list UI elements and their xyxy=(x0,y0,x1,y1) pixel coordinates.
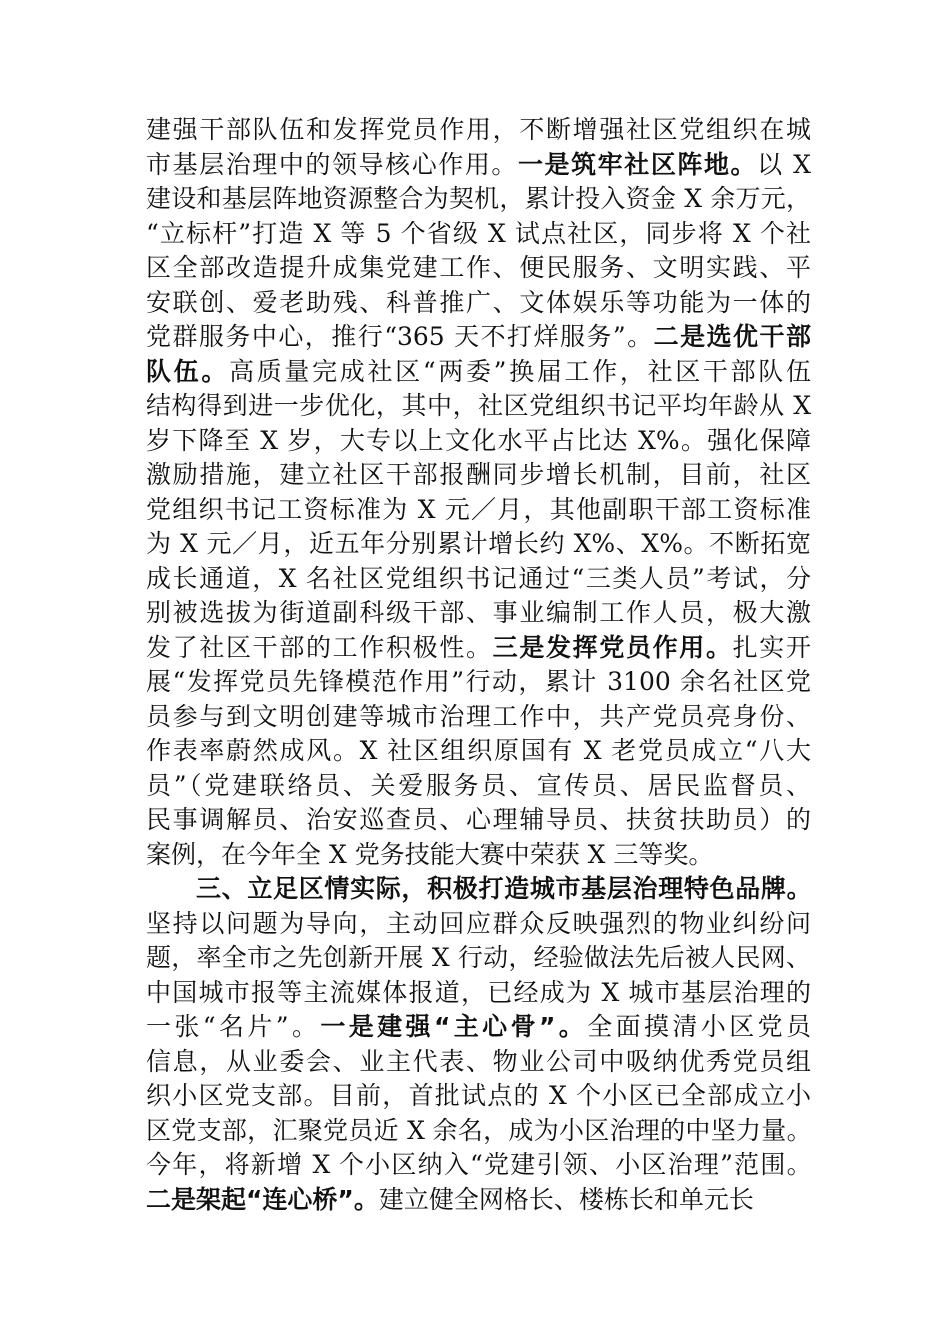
text-line xyxy=(146,493,811,528)
body-text-run: 信息，从业委会、业主代表、物业公司中吸纳优秀党员组 xyxy=(146,1046,811,1076)
body-text-run: “立标杆”打造 X 等 5 个省级 X 试点社区，同步将 X 个社 xyxy=(146,218,811,248)
body-text-run: 坚持以问题为导向，主动回应群众反映强烈的物业纠纷问 xyxy=(146,908,811,938)
text-line xyxy=(146,734,811,769)
text-line xyxy=(146,424,811,459)
bold-heading-text: 三、立足区情实际，积极打造城市基层治理特色品牌。 xyxy=(196,874,811,903)
body-text-run: 激励措施，建立社区干部报酬同步增长机制，目前，社区 xyxy=(146,460,811,489)
text-line xyxy=(146,182,811,217)
body-text-run: 全面摸清小区党员 xyxy=(587,1012,811,1041)
body-text-run: 案例，在今年全 X 党务技能大赛中荣获 X 三等奖。 xyxy=(146,839,714,869)
text-line xyxy=(146,1183,811,1218)
body-text-run: 成长通道，X 名社区党组织书记通过“三类人员”考试，分 xyxy=(146,563,811,593)
bold-heading-text: 二是选优干部 xyxy=(653,322,811,351)
text-line xyxy=(146,562,811,597)
text-line xyxy=(146,148,811,183)
body-text-run: 岁下降至 X 岁，大专以上文化水平占比达 X%。强化保障 xyxy=(146,425,811,455)
text-line xyxy=(146,1148,811,1183)
body-text-run: 安联创、爱老助残、科普推广、文体娱乐等功能为一体的 xyxy=(146,287,811,317)
body-text-run: 民事调解员、治安巡查员、心理辅导员、扶贫扶助员）的 xyxy=(146,805,811,834)
text-line xyxy=(146,527,811,562)
bold-heading-text: 三是发挥党员作用。 xyxy=(492,632,733,662)
text-line xyxy=(146,631,811,666)
text-line xyxy=(146,596,811,631)
text-line xyxy=(146,665,811,700)
text-line xyxy=(146,251,811,286)
bold-heading-text: 一是建强“主心骨”。 xyxy=(320,1012,588,1041)
body-text-run: 结构得到进一步优化，其中，社区党组织书记平均年龄从 X xyxy=(146,391,811,420)
body-text-run: 市基层治理中的领导核心作用。 xyxy=(146,149,518,179)
text-line xyxy=(146,976,811,1011)
body-text-run: 发了社区干部的工作积极性。 xyxy=(146,632,493,662)
body-text-run: 员”（党建联络员、关爱服务员、宣传员、居民监督员、 xyxy=(146,770,811,800)
body-text-run: 一张“名片”。 xyxy=(146,1012,321,1041)
body-text-run: 作表率蔚然成风。X 社区组织原国有 X 老党员成立“八大 xyxy=(146,736,811,765)
body-text-run: 高质量完成社区“两委”换届工作，社区干部队伍 xyxy=(229,356,811,386)
bold-heading-text: 二是架起“连心桥”。 xyxy=(146,1184,379,1214)
text-line xyxy=(146,1114,811,1149)
body-text-run: 展“发挥党员先锋模范作用”行动，累计 3100 余名社区党 xyxy=(146,667,811,696)
body-text-run: 建立健全网格长、楼栋长和单元长 xyxy=(378,1184,754,1214)
text-line xyxy=(146,803,811,838)
bold-heading-text: 一是筑牢社区阵地。 xyxy=(517,149,758,179)
text-line xyxy=(146,941,811,976)
text-line xyxy=(146,1045,811,1080)
body-text-run: 党组织书记工资标准为 X 元／月，其他副职干部工资标准 xyxy=(146,494,811,524)
body-text-run: 建设和基层阵地资源整合为契机，累计投入资金 X 余万元， xyxy=(146,184,811,213)
body-text-run: 为 X 元／月，近五年分别累计增长约 X%、X%。不断拓宽 xyxy=(146,529,811,558)
body-text-run: 区党支部，汇聚党员近 X 余名，成为小区治理的中坚力量。 xyxy=(146,1115,811,1145)
text-line xyxy=(146,286,811,321)
text-line xyxy=(146,389,811,424)
text-line xyxy=(146,907,811,942)
body-text-run: 题，率全市之先创新开展 X 行动，经验做法先后被人民网、 xyxy=(146,943,811,972)
body-text-run: 织小区党支部。目前，首批试点的 X 个小区已全部成立小 xyxy=(146,1081,811,1110)
text-line xyxy=(146,700,811,735)
body-text-run: 员参与到文明创建等城市治理工作中，共产党员亮身份、 xyxy=(146,701,811,731)
body-text-run: 中国城市报等主流媒体报道，已经成为 X 城市基层治理的 xyxy=(146,977,811,1007)
text-line xyxy=(146,872,811,907)
body-text-run: 扎实开 xyxy=(732,632,811,662)
text-line xyxy=(146,458,811,493)
body-text-run: 建强干部队伍和发挥党员作用，不断增强社区党组织在城 xyxy=(146,115,811,144)
text-line xyxy=(146,217,811,252)
text-line xyxy=(146,1079,811,1114)
text-line xyxy=(146,1010,811,1045)
body-text-run: 以 X xyxy=(757,149,811,179)
body-text-run: 今年，将新增 X 个小区纳入“党建引领、小区治理”范围。 xyxy=(146,1150,811,1179)
body-text-run: 区全部改造提升成集党建工作、便民服务、文明实践、平 xyxy=(146,253,811,282)
body-text-run: 别被选拔为街道副科级干部、事业编制工作人员，极大激 xyxy=(146,598,811,627)
text-line xyxy=(146,320,811,355)
body-text xyxy=(146,113,811,1217)
text-line xyxy=(146,355,811,390)
body-text-run: 党群服务中心，推行“365 天不打烊服务”。 xyxy=(146,322,654,351)
text-line xyxy=(146,113,811,148)
text-line xyxy=(146,769,811,804)
bold-heading-text: 队伍。 xyxy=(146,356,230,386)
text-line xyxy=(146,838,811,873)
